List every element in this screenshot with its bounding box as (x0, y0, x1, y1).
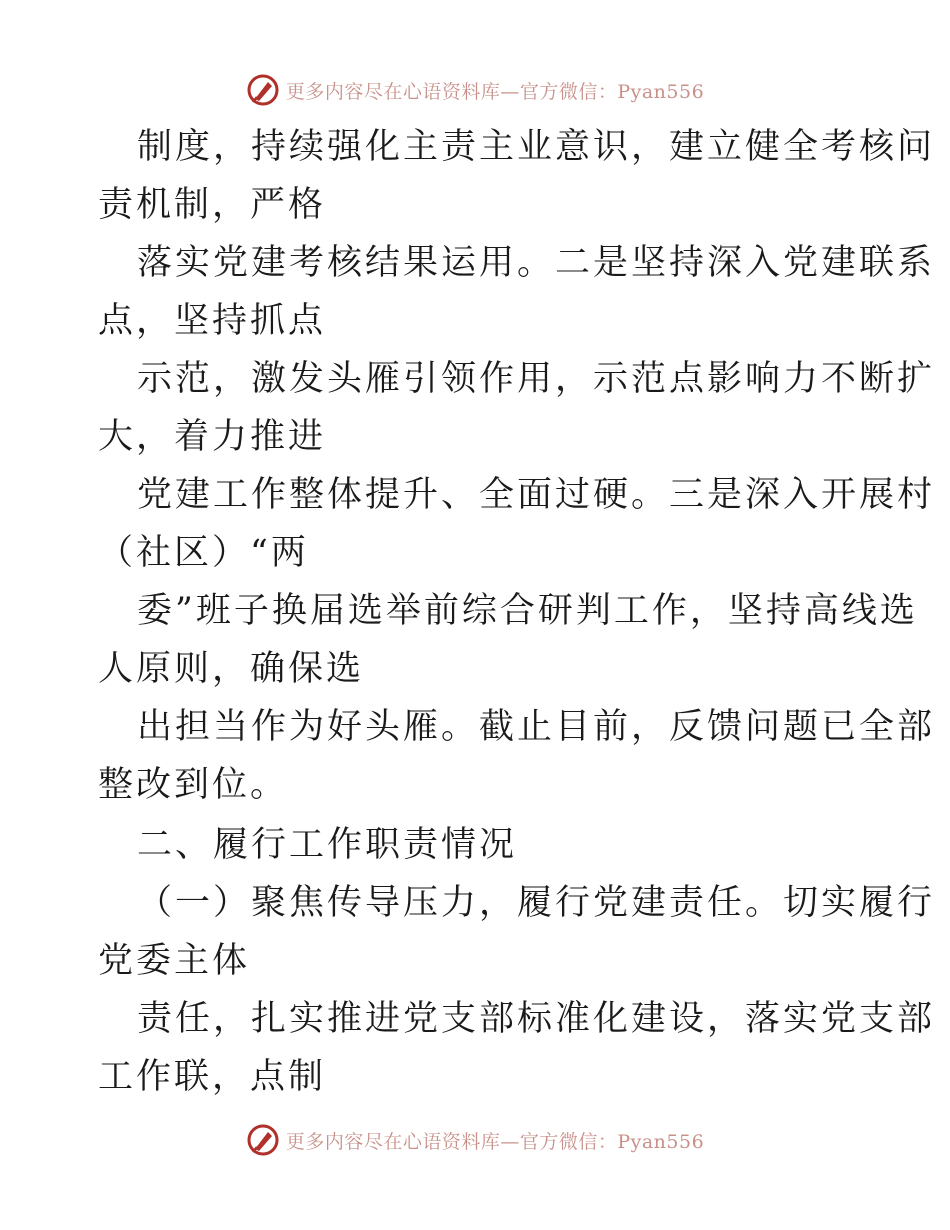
text-line: 制度，持续强化主责主业意识，建立健全考核问 (137, 127, 936, 167)
text-line: 党委主体 (98, 941, 251, 981)
pen-nib-logo-icon (246, 73, 280, 107)
footer-banner (0, 1120, 950, 1160)
pen-nib-logo-icon (246, 1123, 280, 1157)
section-heading: 二、履行工作职责情况 (137, 825, 518, 865)
text-line: 责任，扎实推进党支部标准化建设，落实党支部 (137, 999, 936, 1039)
text-line: 人原则，确保选 (98, 649, 365, 689)
text-line: 落实党建考核结果运用。二是坚持深入党建联系 (137, 243, 936, 283)
footer-banner-text: 更多内容尽在心语资料库—官方微信：Pyan556 (285, 1130, 705, 1153)
text-line: 点，坚持抓点 (98, 301, 327, 341)
text-line: 党建工作整体提升、全面过硬。三是深入开展村 (137, 475, 936, 515)
text-line: （社区）“两 (98, 533, 309, 573)
text-line: 责机制，严格 (98, 185, 327, 225)
text-line: 整改到位。 (98, 765, 289, 805)
header-banner-text: 更多内容尽在心语资料库—官方微信：Pyan556 (285, 80, 705, 103)
text-line: 出担当作为好头雁。截止目前，反馈问题已全部 (137, 707, 936, 747)
text-line: 委”班子换届选举前综合研判工作，坚持高线选 (137, 591, 918, 631)
text-line: 工作联，点制 (98, 1057, 327, 1097)
text-line: （一）聚焦传导压力，履行党建责任。切实履行 (137, 883, 936, 923)
text-line: 大，着力推进 (98, 417, 327, 457)
text-line: 示范，激发头雁引领作用，示范点影响力不断扩 (137, 359, 936, 399)
header-banner (0, 70, 950, 110)
